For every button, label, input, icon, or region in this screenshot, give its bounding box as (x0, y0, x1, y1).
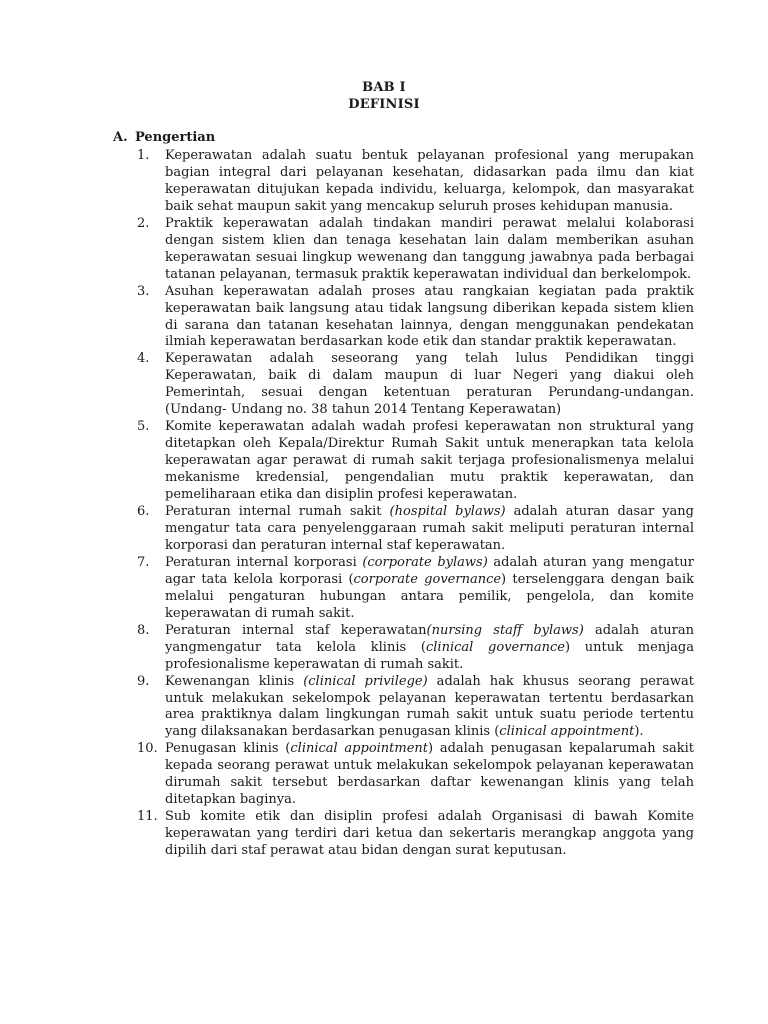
list-item-number: 5. (137, 419, 150, 435)
list-item (0, 623, 768, 674)
list-item-number: 2. (137, 215, 150, 231)
text-segment: ) adalah penugasan kepalarumah sakit kepada seorang perawat untuk melakukan sekelompok pelayanan keperawatan dirumah sakit tersebut berdasarkan daftar kewenangan klinis yang telah ditetapkan baginya. (165, 741, 694, 808)
list-item-number: 10. (137, 741, 158, 757)
list-item-number: 7. (137, 554, 150, 570)
list-item (0, 216, 768, 284)
text-segment: adalah aturan yang mengatur agar tata kelola korporasi ( (165, 554, 694, 587)
text-segment: ) terselenggara dengan baik melalui pengaturan hubungan antara pemilik, pengelola, dan komite keperawatan di rumah sakit. (165, 571, 694, 621)
chapter-heading: BAB I (362, 80, 406, 95)
list-item-text (165, 674, 694, 742)
list-item (0, 504, 768, 555)
list-item-number: 1. (137, 148, 150, 163)
list-item-text (165, 623, 694, 674)
list-item-text (165, 419, 694, 504)
list-item (0, 284, 768, 352)
list-item (0, 741, 768, 809)
list-item (0, 419, 768, 504)
text-segment: adalah hak khusus seorang perawat untuk melakukan sekelompok pelayanan keperawatan tertentu berdasarkan area praktiknya dalam lingkungan rumah sakit untuk suatu periode tertentu yang dilaksanakan berdasarkan penugasan klinis ( (165, 673, 694, 740)
list-item-text (165, 216, 694, 284)
list-item-number: 9. (137, 673, 150, 689)
list-item-number: 8. (137, 622, 150, 638)
italic-term: corporate governance (353, 571, 502, 587)
italic-term: clinical appointment (290, 741, 429, 757)
chapter-title: DEFINISI (348, 97, 420, 112)
text-segment: Keperawatan adalah seseorang yang telah lulus Pendidikan tinggi Keperawatan, baik di dalam maupun di luar Negeri yang diakui oleh Pemerintah, sesuai dengan ketentuan peraturan Perundang-undangan. (Undang- Undang no. 38 tahun 2014 Tentang Keperawatan) (165, 351, 694, 418)
text-segment: adalah aturan yangmengatur tata kelola klinis ( (165, 622, 694, 655)
text-segment: adalah aturan dasar yang mengatur tata cara penyelenggaraan rumah sakit meliputi peraturan internal korporasi dan peraturan internal staf keperawatan. (165, 504, 694, 553)
text-segment: Kewenangan klinis (165, 673, 304, 689)
list-item-text (165, 284, 694, 352)
text-segment: Keperawatan adalah suatu bentuk pelayanan profesional yang merupakan bagian integral dari pelayanan kesehatan, didasarkan pada ilmu dan kiat keperawatan ditujukan kepada individu, keluarga, kelompok, dan masyarakat baik sehat maupun sakit yang mencakup seluruh proses kehidupan manusia. (165, 148, 694, 214)
italic-term: clinical appointment (499, 724, 635, 740)
list-item-text (165, 351, 694, 419)
list-item-number: 3. (137, 283, 150, 299)
italic-term: (nursing staff bylaws) (426, 622, 584, 638)
italic-term: (corporate bylaws) (362, 554, 488, 570)
list-item (0, 148, 768, 216)
list-item-number: 6. (137, 504, 150, 520)
text-segment: ). (634, 724, 644, 740)
list-item-number: 11. (137, 809, 158, 825)
list-item (0, 351, 768, 419)
text-segment: Asuhan keperawatan adalah proses atau rangkaian kegiatan pada praktik keperawatan baik langsung atau tidak langsung diberikan kepada sistem klien di sarana dan tatanan kesehatan lainnya, dengan menggunakan pendekatan ilmiah keperawatan berdasarkan kode etik dan standar praktik keperawatan. (165, 283, 694, 350)
list-item-text (165, 555, 694, 623)
definition-list (0, 148, 768, 860)
italic-term: (hospital bylaws) (389, 504, 506, 520)
text-segment: ) untuk menjaga profesionalisme keperawatan di rumah sakit. (165, 639, 694, 672)
section-heading (113, 130, 215, 145)
list-item-text (165, 809, 694, 860)
text-segment: Sub komite etik dan disiplin profesi adalah Organisasi di bawah Komite keperawatan yang terdiri dari ketua dan sekertaris merangkap anggota yang dipilih dari staf perawat atau bidan dengan surat keputusan. (165, 809, 694, 859)
list-item (0, 809, 768, 860)
text-segment: Peraturan internal rumah sakit (165, 504, 390, 520)
section-letter: A. (113, 130, 128, 145)
list-item-number: 4. (137, 351, 150, 367)
list-item-text (165, 504, 694, 555)
text-segment: Peraturan internal staf keperawatan (165, 622, 427, 638)
text-segment: Praktik keperawatan adalah tindakan mandiri perawat melalui kolaborasi dengan sistem klien dan tenaga kesehatan lain dalam memberikan asuhan keperawatan sesuai lingkup wewenang dan tanggung jawabnya pada berbagai tatanan pelayanan, termasuk praktik keperawatan individual dan berkelompok. (165, 215, 694, 282)
list-item (0, 555, 768, 623)
text-segment: Peraturan internal korporasi (165, 554, 363, 570)
list-item-text (165, 741, 694, 809)
italic-term: (clinical privilege) (303, 673, 428, 689)
list-item-text (165, 148, 694, 216)
list-item (0, 674, 768, 742)
section-title: Pengertian (135, 130, 216, 145)
text-segment: Komite keperawatan adalah wadah profesi keperawatan non struktural yang ditetapkan oleh Kepala/Direktur Rumah Sakit untuk menerapkan tata kelola keperawatan agar perawat di rumah sakit terjaga profesionalismenya melalui mekanisme kredensial, pengendalian mutu praktik keperawatan, dan pemeliharaan etika dan disiplin profesi keperawatan. (165, 419, 694, 503)
text-segment: Penugasan klinis ( (165, 741, 291, 757)
italic-term: clinical governance (425, 639, 565, 655)
